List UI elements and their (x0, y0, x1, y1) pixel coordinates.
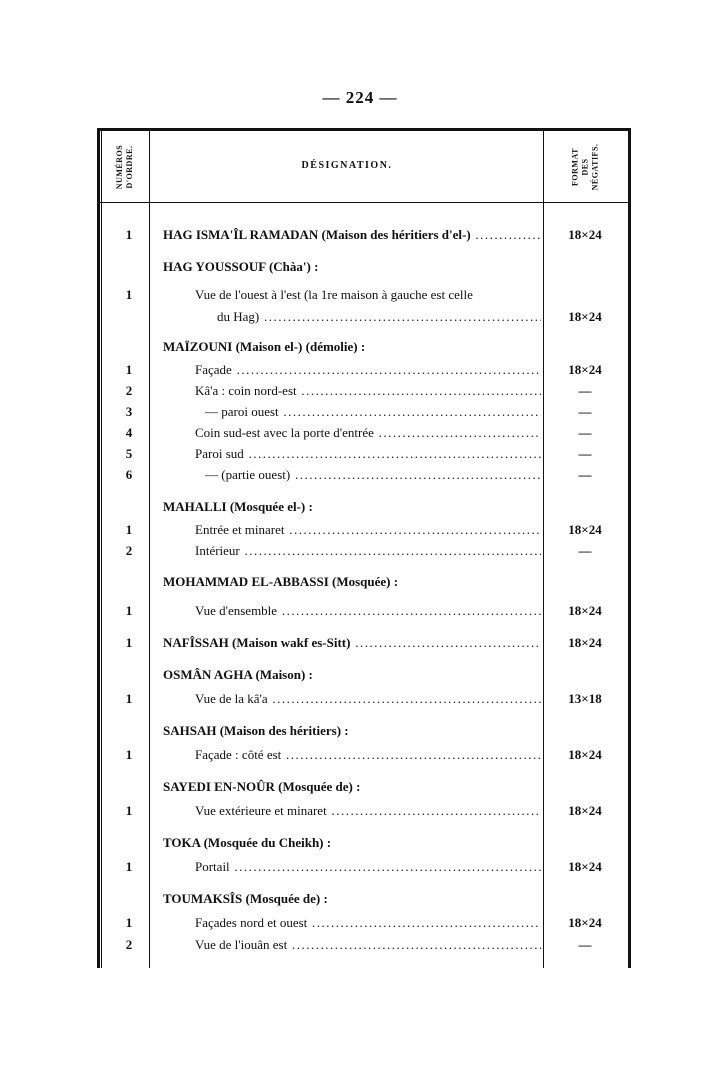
entry-note: (Maison) : (255, 667, 313, 682)
table-row (97, 359, 631, 380)
negative-format: — (578, 937, 592, 952)
table-row (97, 800, 631, 821)
table-row (97, 306, 631, 327)
row-designation (195, 934, 541, 955)
table-row (97, 664, 631, 685)
row-number: 1 (125, 522, 133, 537)
header-rule (97, 202, 631, 203)
negative-format: 18×24 (568, 635, 602, 650)
row-designation (195, 359, 541, 380)
page-number: — 224 — (322, 88, 398, 107)
row-designation (163, 720, 541, 741)
row-designation (195, 422, 541, 443)
entry-text: du Hag) (217, 309, 260, 324)
negative-format: 18×24 (568, 603, 602, 618)
row-designation (205, 401, 541, 422)
row-number: 1 (125, 603, 133, 618)
entry-title: SAYEDI EN-NOÛR (163, 779, 279, 794)
row-designation (195, 744, 541, 765)
table-row (97, 496, 631, 517)
row-designation (163, 888, 541, 909)
row-designation (195, 800, 541, 821)
entry-title: TOKA (163, 835, 204, 850)
entry-title: MAÏZOUNI (163, 339, 236, 354)
entry-text: Vue de l'ouest à l'est (la 1re maison à gauche est celle (195, 287, 473, 302)
header-numeros-line2: D'ORDRE. (125, 145, 135, 189)
entry-text: Façade : côté est (195, 747, 282, 762)
entry-title: NAFÎSSAH (163, 635, 232, 650)
row-number: 6 (125, 467, 133, 482)
row-designation (195, 912, 541, 933)
negative-format: — (578, 383, 592, 398)
row-designation (163, 776, 541, 797)
entry-title: OSMÂN AGHA (163, 667, 256, 682)
row-designation (163, 496, 541, 517)
entry-title: TOUMAKSÎS (163, 891, 246, 906)
entry-text: Coin sud-est avec la porte d'entrée (195, 425, 374, 440)
entry-text: Entrée et minaret (195, 522, 285, 537)
row-number: 1 (125, 747, 133, 762)
row-designation (163, 224, 541, 245)
table-row (97, 336, 631, 357)
entry-text: Façade (195, 362, 232, 377)
row-designation (205, 464, 541, 485)
entry-text: Portail (195, 859, 230, 874)
entry-text: Façades nord et ouest (195, 915, 308, 930)
entry-note: (Mosquée du Cheikh) : (203, 835, 332, 850)
row-number: 1 (125, 635, 133, 650)
table-row (97, 540, 631, 561)
entry-text: Vue extérieure et minaret (195, 803, 327, 818)
row-designation (195, 519, 541, 540)
entry-title: MAHALLI (163, 499, 230, 514)
negative-format: 18×24 (568, 522, 602, 537)
row-designation (195, 856, 541, 877)
table-row (97, 856, 631, 877)
table-row (97, 744, 631, 765)
table-row (97, 600, 631, 621)
entry-text: Vue de l'iouân est (195, 937, 288, 952)
header-format (545, 134, 625, 200)
row-designation (163, 664, 541, 685)
table-row (97, 284, 631, 305)
entry-note: (Chàa') : (268, 259, 319, 274)
negative-format: — (578, 467, 592, 482)
entry-note: (Maison des héritiers d'el-) (321, 227, 471, 242)
negative-format: 18×24 (568, 309, 602, 324)
entry-title: SAHSAH (163, 723, 220, 738)
row-designation (195, 600, 541, 621)
row-number: 2 (125, 383, 133, 398)
entry-note: (Mosquée de) : (278, 779, 361, 794)
table-row (97, 832, 631, 853)
row-number: 3 (125, 404, 133, 419)
entry-note: (Mosquée) : (332, 574, 399, 589)
row-designation (217, 306, 541, 327)
table-row (97, 519, 631, 540)
row-number: 1 (125, 691, 133, 706)
negative-format: 18×24 (568, 227, 602, 242)
entry-text: — (partie ouest) (205, 467, 291, 482)
row-designation (163, 571, 541, 592)
table-row (97, 464, 631, 485)
header-format-line1: FORMAT (570, 148, 579, 186)
row-designation (163, 632, 541, 653)
negative-format: 18×24 (568, 803, 602, 818)
table-row (97, 688, 631, 709)
row-number: 1 (125, 227, 133, 242)
entry-note: (Mosquée de) : (245, 891, 328, 906)
table-row (97, 632, 631, 653)
table-row (97, 224, 631, 245)
entry-note: (Maison wakf es-Sitt) (232, 635, 351, 650)
entry-text: Intérieur (195, 543, 240, 558)
row-number: 1 (125, 362, 133, 377)
negative-format: — (578, 543, 592, 558)
row-designation (195, 540, 541, 561)
entry-text: — paroi ouest (205, 404, 279, 419)
row-number: 2 (125, 937, 133, 952)
negative-format: 13×18 (568, 691, 602, 706)
row-number: 1 (125, 803, 133, 818)
row-number: 4 (125, 425, 133, 440)
table-row (97, 571, 631, 592)
header-designation: DÉSIGNATION. (301, 160, 393, 171)
row-designation (163, 832, 541, 853)
header-numeros-line1: NUMÉROS (115, 144, 125, 190)
entry-note: (Mosquée el-) : (229, 499, 313, 514)
table-row (97, 912, 631, 933)
table-top-rule (97, 128, 631, 131)
negative-format: 18×24 (568, 915, 602, 930)
negative-format: 18×24 (568, 362, 602, 377)
table-row (97, 720, 631, 741)
row-number: 1 (125, 859, 133, 874)
table-row (97, 401, 631, 422)
row-number: 2 (125, 543, 133, 558)
entry-text: Kâ'a : coin nord-est (195, 383, 297, 398)
entry-text: Vue d'ensemble (195, 603, 278, 618)
entry-text: Vue de la kâ'a (195, 691, 268, 706)
row-number: 1 (125, 287, 133, 302)
header-format-line2: DES (580, 158, 589, 176)
table-row (97, 380, 631, 401)
table-row (97, 443, 631, 464)
row-designation (195, 443, 541, 464)
header-format-line3: NÉGATIFS. (590, 143, 599, 191)
header-numeros (103, 134, 147, 200)
table-row (97, 776, 631, 797)
row-designation (195, 688, 541, 709)
row-designation (195, 380, 541, 401)
table-row (97, 888, 631, 909)
table-row (97, 256, 631, 277)
row-designation (163, 336, 541, 357)
catalogue-table (97, 128, 631, 968)
entry-text: Paroi sud (195, 446, 244, 461)
negative-format: — (578, 446, 592, 461)
negative-format: 18×24 (568, 859, 602, 874)
row-number: 1 (125, 915, 133, 930)
entry-note: (Maison des héritiers) : (219, 723, 349, 738)
entry-title: MOHAMMAD EL-ABBASSI (163, 574, 333, 589)
negative-format: — (578, 425, 592, 440)
negative-format: 18×24 (568, 747, 602, 762)
table-row (97, 422, 631, 443)
negative-format: — (578, 404, 592, 419)
entry-title: HAG ISMA'ÎL RAMADAN (163, 227, 322, 242)
row-designation (195, 284, 541, 305)
row-designation (163, 256, 541, 277)
entry-note: (Maison el-) (démolie) : (235, 339, 366, 354)
entry-title: HAG YOUSSOUF (163, 259, 269, 274)
row-number: 5 (125, 446, 133, 461)
table-row (97, 934, 631, 955)
